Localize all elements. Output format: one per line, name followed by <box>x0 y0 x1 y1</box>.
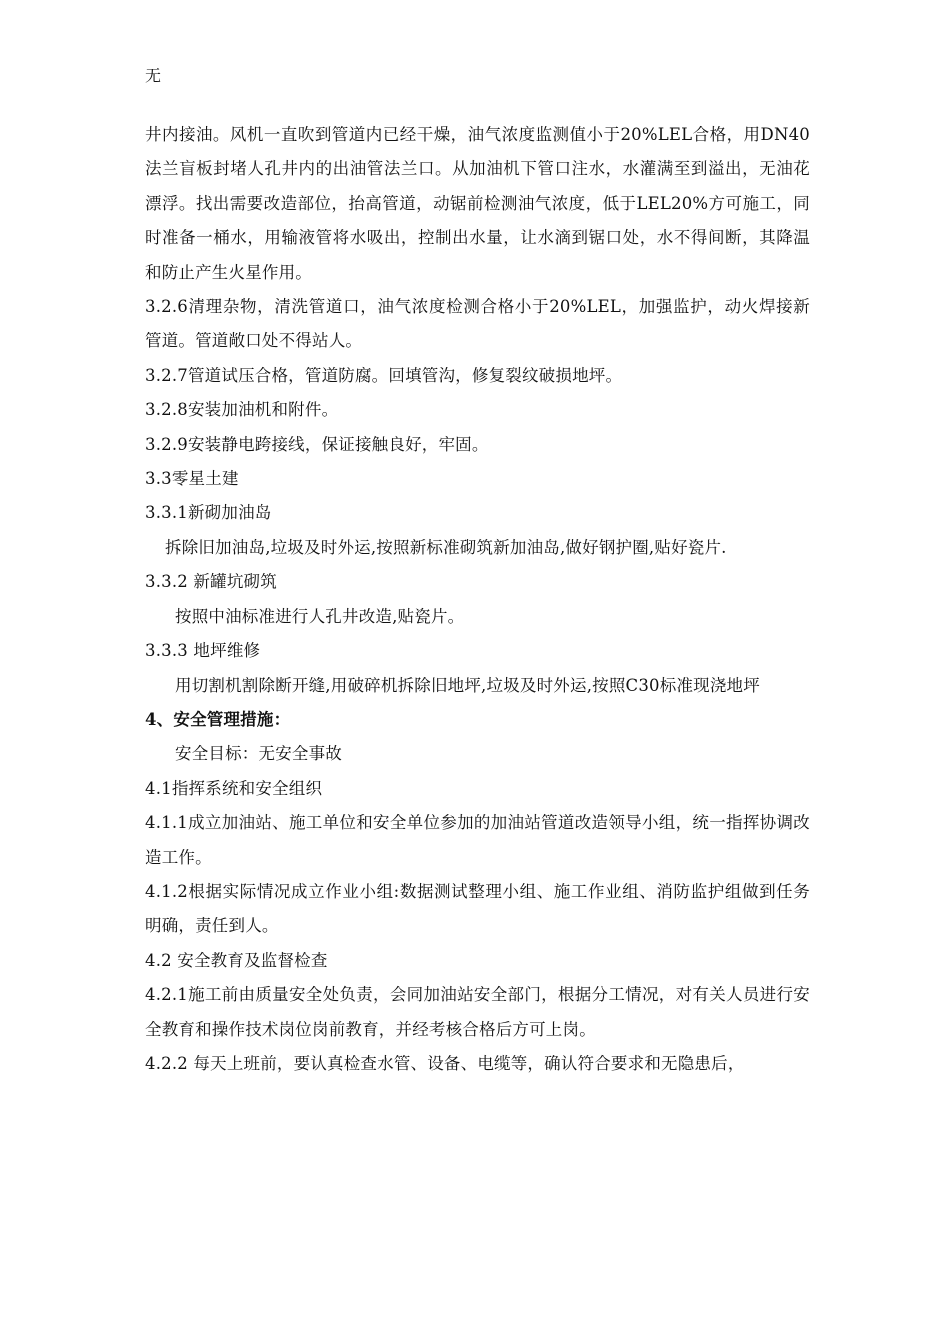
paragraph-floor-repair: 用切割机割除断开缝,用破碎机拆除旧地坪,垃圾及时外运,按照C30标准现浇地坪 <box>175 675 760 695</box>
paragraph-safety-target: 安全目标：无安全事故 <box>175 744 342 764</box>
paragraph-3-2-8: 3.2.8安装加油机和附件。 <box>145 400 339 420</box>
paragraph-3-2-9: 3.2.9安装静电跨接线，保证接触良好，牢固。 <box>145 434 489 454</box>
paragraph-pipe-oil-draining: 井内接油。风机一直吹到管道内已经干燥，油气浓度监测值小于20%LEL合格，用DN40法兰盲板封堵人孔井内的出油管法兰口。从加油机下管口注水，水灌满至到溢出，无油花漂浮。找出需要改造部位，抬高管道，动锯前检测油气浓度，低于LEL20%方可施工，同时准备一桶水，用输液管将水吸出，控制出水量，让水滴到锯口处，水不得间断，其降温和防止产生火星作用。 <box>145 125 810 282</box>
paragraph-3-2-6: 3.2.6清理杂物，清洗管道口，油气浓度检测合格小于20%LEL，加强监护，动火焊接新管道。管道敞口处不得站人。 <box>145 297 810 351</box>
paragraph-4-1-2: 4.1.2根据实际情况成立作业小组:数据测试整理小组、施工作业组、消防监护组做到任务明确，责任到人。 <box>145 881 810 936</box>
document-body <box>145 118 810 1081</box>
paragraph-4-2-1: 4.2.1施工前由质量安全处负责，会同加油站安全部门，根据分工情况，对有关人员进行安全教育和操作技术岗位岗前教育，并经考核合格后方可上岗。 <box>145 985 810 1039</box>
paragraph-4-2-2: 4.2.2 每天上班前，要认真检查水管、设备、电缆等，确认符合要求和无隐患后， <box>145 1053 745 1073</box>
paragraph-tank-pit: 按照中油标准进行人孔井改造,贴瓷片。 <box>175 606 465 626</box>
paragraph-fuel-island: 拆除旧加油岛,垃圾及时外运,按照新标准砌筑新加油岛,做好钢护圈,贴好瓷片. <box>165 537 727 557</box>
paragraph-3-2-7: 3.2.7管道试压合格，管道防腐。回填管沟，修复裂纹破损地坪。 <box>145 365 623 385</box>
page-header: 无 <box>145 66 162 85</box>
subsection-heading-3-3-2: 3.3.2 新罐坑砌筑 <box>145 572 277 592</box>
section-heading-4-1: 4.1指挥系统和安全组织 <box>145 778 323 798</box>
section-heading-3-3: 3.3零星土建 <box>145 469 239 489</box>
subsection-heading-3-3-1: 3.3.1新砌加油岛 <box>145 503 272 523</box>
paragraph-4-1-1: 4.1.1成立加油站、施工单位和安全单位参加的加油站管道改造领导小组，统一指挥协调改造工作。 <box>145 813 810 867</box>
section-heading-4: 4、安全管理措施： <box>145 709 291 729</box>
section-heading-4-2: 4.2 安全教育及监督检查 <box>145 950 328 970</box>
subsection-heading-3-3-3: 3.3.3 地坪维修 <box>145 641 261 661</box>
